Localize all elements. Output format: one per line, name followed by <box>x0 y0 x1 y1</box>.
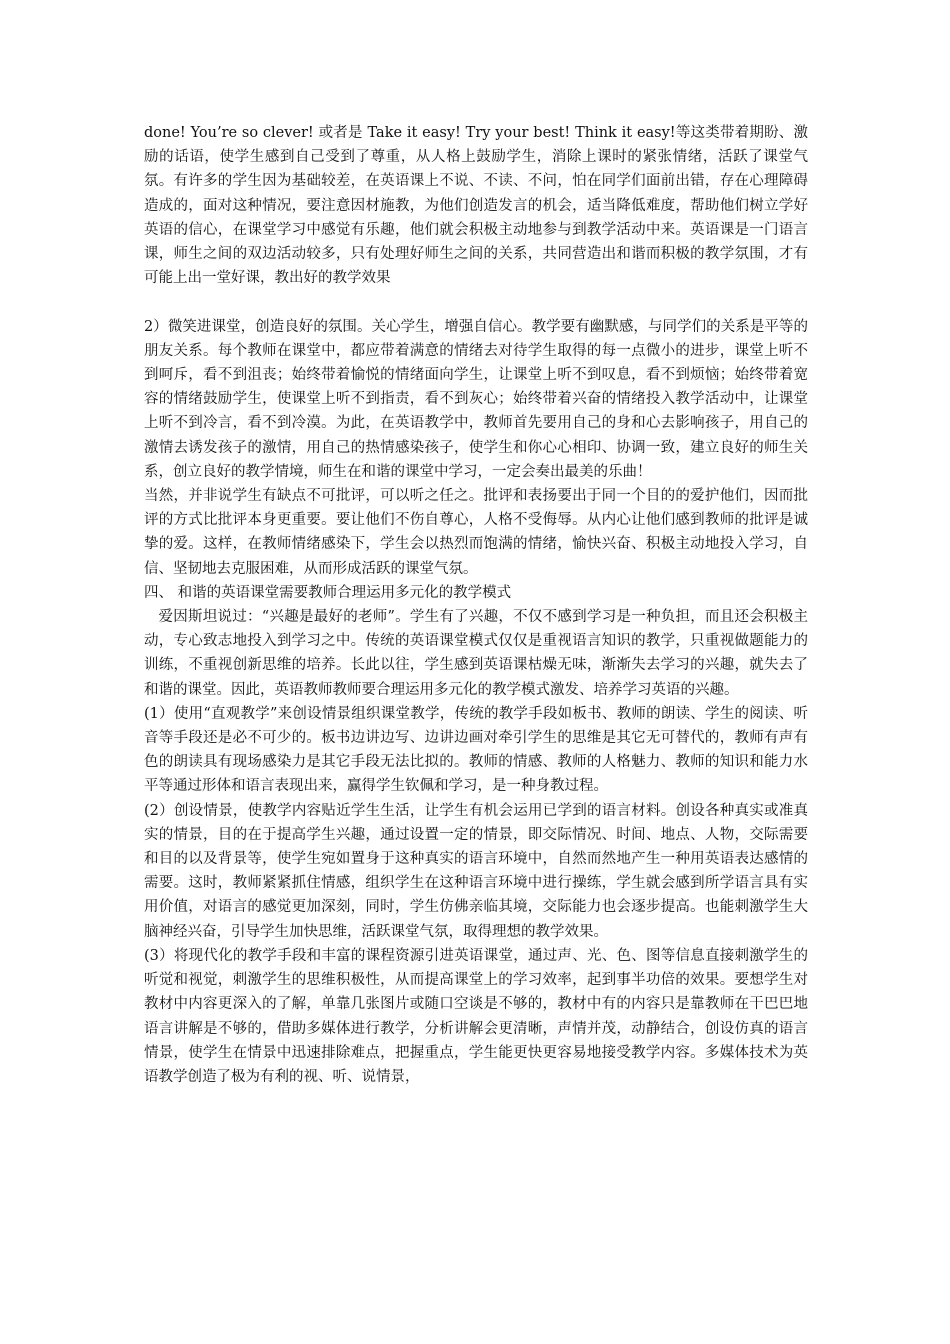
paragraph-item-3: (3）将现代化的教学手段和丰富的课程资源引进英语课堂，通过声、光、色、图等信息直接刺激学生的听觉和视觉，刺激学生的思维积极性，从而提高课堂上的学习效率，起到事半功倍的效果。要想学生对教材中内容更深入的了解，单靠几张图片或随口空谈是不够的，教材中有的内容只是靠教师在干巴巴地语言讲解是不够的，借助多媒体进行教学，分析讲解会更清晰，声情并茂，动静结合，创设仿真的语言情景，使学生在情景中迅速排除难点，把握重点，学生能更快更容易地接受教学内容。多媒体技术为英语教学创造了极为有利的视、听、说情景， <box>144 947 808 1085</box>
paragraph-einstein-interest: 爱因斯坦说过：“兴趣是最好的老师”。学生有了兴趣，不仅不感到学习是一种负担，而且还会积极主动，专心致志地投入到学习之中。传统的英语课堂模式仅仅是重视语言知识的教学，只重视做题能力的训练，不重视创新思维的培养。长此以往，学生感到英语课枯燥无味，渐渐失去学习的兴趣，就失去了和谐的课堂。因此，英语教师教师要合理运用多元化的教学模式激发、培养学习英语的兴趣。 <box>144 609 808 698</box>
paragraph-criticism: 当然，并非说学生有缺点不可批评，可以听之任之。批评和表扬要出于同一个目的的爱护他们，因而批评的方式比批评本身更重要。要让他们不伤自尊心，人格不受侮辱。从内心让他们感到教师的批评是诚挚的爱。这样，在教师情绪感染下，学生会以热烈而饱满的情绪，愉快兴奋、积极主动地投入学习，自信、坚韧地去克服困难，从而形成活跃的课堂气氛。 <box>144 488 808 577</box>
paragraph-smile-in-class: 2）微笑进课堂，创造良好的氛围。关心学生，增强自信心。教学要有幽默感，与同学们的关系是平等的朋友关系。每个教师在课堂中，都应带着满意的情绪去对待学生取得的每一点微小的进步，课堂上听不到呵斥，看不到沮丧；始终带着愉悦的情绪面向学生，让课堂上听不到叹息，看不到烦恼；始终带着宽容的情绪鼓励学生，使课堂上听不到指责，看不到灰心；始终带着兴奋的情绪投入教学活动中，让课堂上听不到冷言，看不到冷漠。为此，在英语教学中，教师首先要用自己的身和心去影响孩子，用自己的激情去诱发孩子的激情，用自己的热情感染孩子，使学生和你心心相印、协调一致，建立良好的师生关系，创立良好的教学情境，师生在和谐的课堂中学习，一定会奏出最美的乐曲！ <box>144 318 808 480</box>
blank-line <box>144 290 808 314</box>
paragraph-encouragement: done! You’re so clever! 或者是 Take it easy! Try your best! Think it easy!等这类带着期盼、激励的话语，使学生感到自己受到了尊重，从人格上鼓励学生，消除上课时的紧张情绪，活跃了课堂气氛。有许多的学生因为基础较差，在英语课上不说、不读、不问，怕在同学们面前出错，存在心理障碍造成的，面对这种情况，要注意因材施教，为他们创造发言的机会，适当降低难度，帮助他们树立学好英语的信心，在课堂学习中感觉有乐趣，他们就会积极主动地参与到教学活动中来。英语课是一门语言课，师生之间的双边活动较多，只有处理好师生之间的关系，共同营造出和谐而积极的教学氛围，才有可能上出一堂好课，教出好的教学效果 <box>144 125 808 287</box>
document-body <box>144 121 808 1089</box>
section-heading-four: 四、 和谐的英语课堂需要教师合理运用多元化的教学模式 <box>144 584 512 601</box>
paragraph-item-1: (1）使用“直观教学”来创设情景组织课堂教学，传统的教学手段如板书、教师的朗读、学生的阅读、听音等手段还是必不可少的。板书边讲边写、边讲边画对牵引学生的思维是其它无可替代的，教师有声有色的朗读具有现场感染力是其它手段无法比拟的。教师的情感、教师的人格魅力、教师的知识和能力水平等通过形体和语言表现出来，赢得学生钦佩和学习，是一种身教过程。 <box>144 705 808 795</box>
paragraph-item-2: (2）创设情景，使教学内容贴近学生生活，让学生有机会运用已学到的语言材料。创设各种真实或准真实的情景，目的在于提高学生兴趣，通过设置一定的情景，即交际情况、时间、地点、人物，交际需要和目的以及背景等，使学生宛如置身于这种真实的语言环境中，自然而然地产生一种用英语表达感情的需要。这时，教师紧紧抓住情感，组织学生在这种语言环境中进行操练，学生就会感到所学语言具有实用价值，对语言的感觉更加深刻，同时，学生仿佛亲临其境，交际能力也会逐步提高。也能刺激学生大脑神经兴奋，引导学生加快思维，活跃课堂气氛，取得理想的教学效果。 <box>144 802 808 940</box>
